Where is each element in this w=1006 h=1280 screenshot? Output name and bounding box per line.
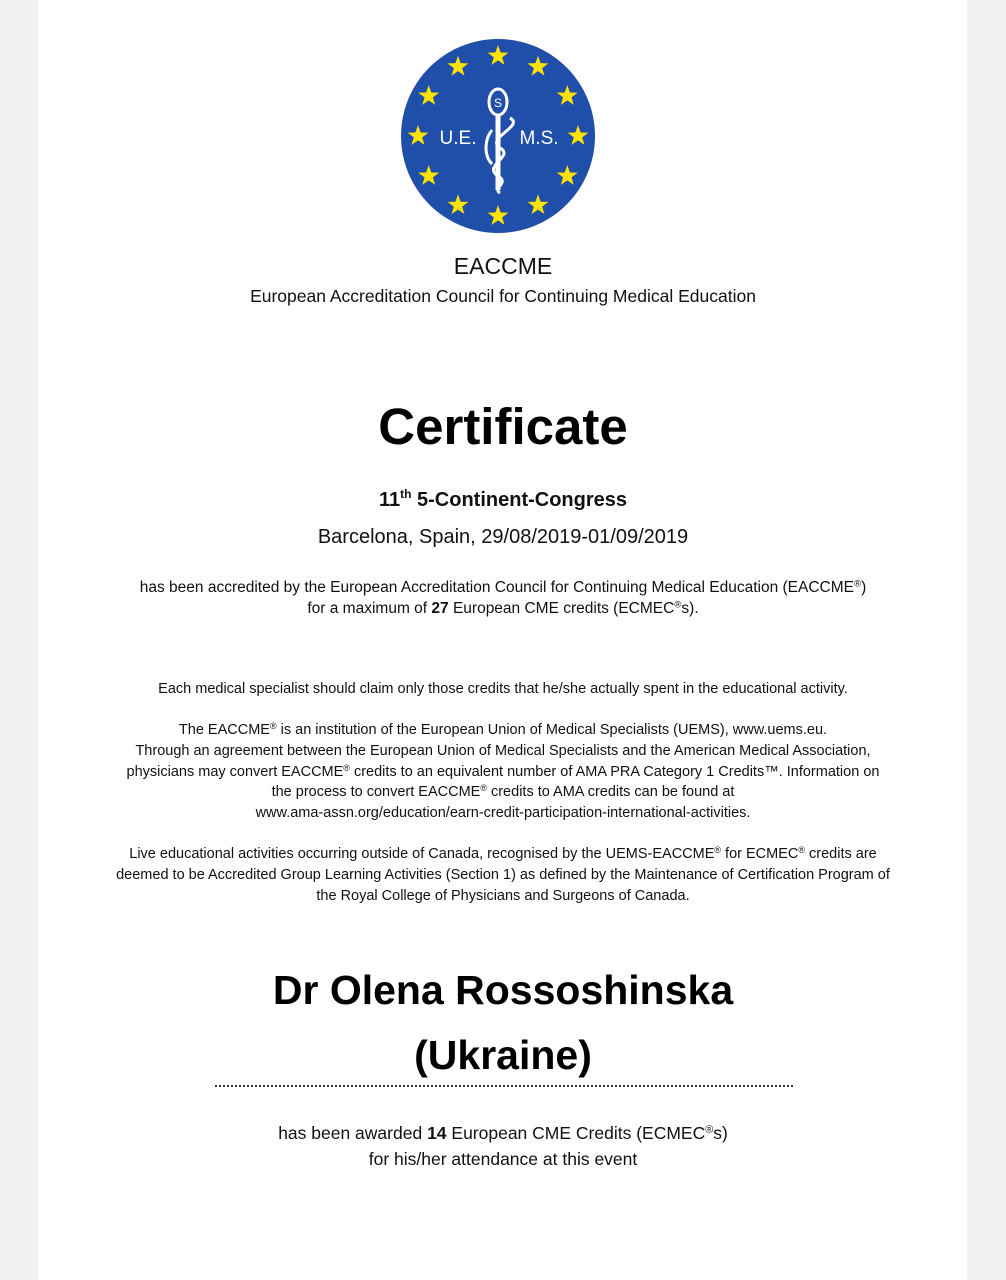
text: s): [713, 1123, 728, 1143]
certificate-title: Certificate: [378, 398, 628, 455]
event-ordinal-suffix: th: [400, 487, 412, 501]
text: ): [861, 579, 867, 596]
canada-information: [0, 844, 1006, 906]
award-line-1: [0, 1120, 1006, 1146]
recipient-country: (Ukraine): [414, 1032, 592, 1078]
accreditation-statement: [0, 577, 1006, 619]
max-credits-value: 27: [431, 600, 449, 617]
dotted-divider: [215, 1085, 793, 1087]
ama-line-2: Through an agreement between the European Union of Medical Specialists and the American Medical Association,: [135, 742, 871, 759]
event-location-dates: Barcelona, Spain, 29/08/2019-01/09/2019: [317, 526, 689, 548]
registered-mark: ®: [854, 578, 862, 590]
text: for ECMEC: [721, 846, 799, 862]
accreditation-line-2: [0, 598, 1006, 619]
award-statement: [0, 1120, 1006, 1172]
text: European CME credits (ECMEC: [448, 600, 675, 617]
logo-right-text: M.S.: [519, 128, 559, 149]
ama-line-1: [0, 720, 1006, 741]
canada-line-1: [0, 844, 1006, 865]
canada-line-3: the Royal College of Physicians and Surgeons of Canada.: [316, 887, 690, 904]
award-line-2: for his/her attendance at this event: [368, 1149, 638, 1169]
text: for a maximum of: [307, 600, 432, 617]
text: physicians may convert EACCME: [126, 763, 344, 780]
text: is an institution of the European Union of Medical Specialists (UEMS), www.uems.eu.: [276, 722, 828, 738]
registered-mark: ®: [705, 1124, 714, 1137]
registered-mark: ®: [674, 599, 682, 611]
text: credits to an equivalent number of AMA PRA Category 1 Credits™. Information on: [349, 763, 880, 780]
text: The EACCME: [178, 722, 270, 738]
ama-line-3: [0, 762, 1006, 783]
recipient-name: Dr Olena Rossoshinska: [272, 967, 734, 1013]
ama-information: [0, 720, 1006, 824]
logo-center-letter: S: [493, 96, 503, 110]
uems-logo: [400, 38, 596, 234]
organization-full-name: European Accreditation Council for Continuing Medical Education: [250, 286, 756, 306]
event-title: 5-Continent-Congress: [411, 489, 628, 511]
registered-mark: ®: [269, 721, 277, 732]
text: s).: [681, 600, 699, 617]
claim-note: Each medical specialist should claim only those credits that he/she actually spent in the educational activity.: [158, 681, 848, 697]
text: Live educational activities occurring outside of Canada, recognised by the UEMS-EACCME: [129, 846, 715, 862]
ama-line-5-url: www.ama-assn.org/education/earn-credit-participation-international-activities.: [255, 805, 751, 822]
registered-mark: ®: [480, 783, 487, 794]
event-name: [0, 487, 1006, 513]
text: credits are: [805, 846, 877, 862]
text: European CME Credits (ECMEC: [446, 1123, 706, 1143]
registered-mark: ®: [343, 762, 350, 773]
text: has been awarded: [278, 1123, 428, 1143]
logo-left-text: U.E.: [439, 128, 477, 149]
awarded-credits-value: 14: [427, 1123, 447, 1143]
event-ordinal: 11: [378, 489, 401, 511]
accreditation-line-1: [0, 577, 1006, 598]
ama-line-4: [0, 782, 1006, 803]
text: credits to AMA credits can be found at: [486, 784, 735, 801]
organization-acronym: EACCME: [453, 253, 553, 279]
registered-mark: ®: [714, 845, 722, 856]
text: has been accredited by the European Accreditation Council for Continuing Medical Education (EACCME: [139, 579, 854, 596]
registered-mark: ®: [798, 845, 805, 856]
canada-line-2: deemed to be Accredited Group Learning Activities (Section 1) as defined by the Maintenance of Certification Program of: [116, 866, 890, 883]
text: the process to convert EACCME: [271, 784, 481, 801]
